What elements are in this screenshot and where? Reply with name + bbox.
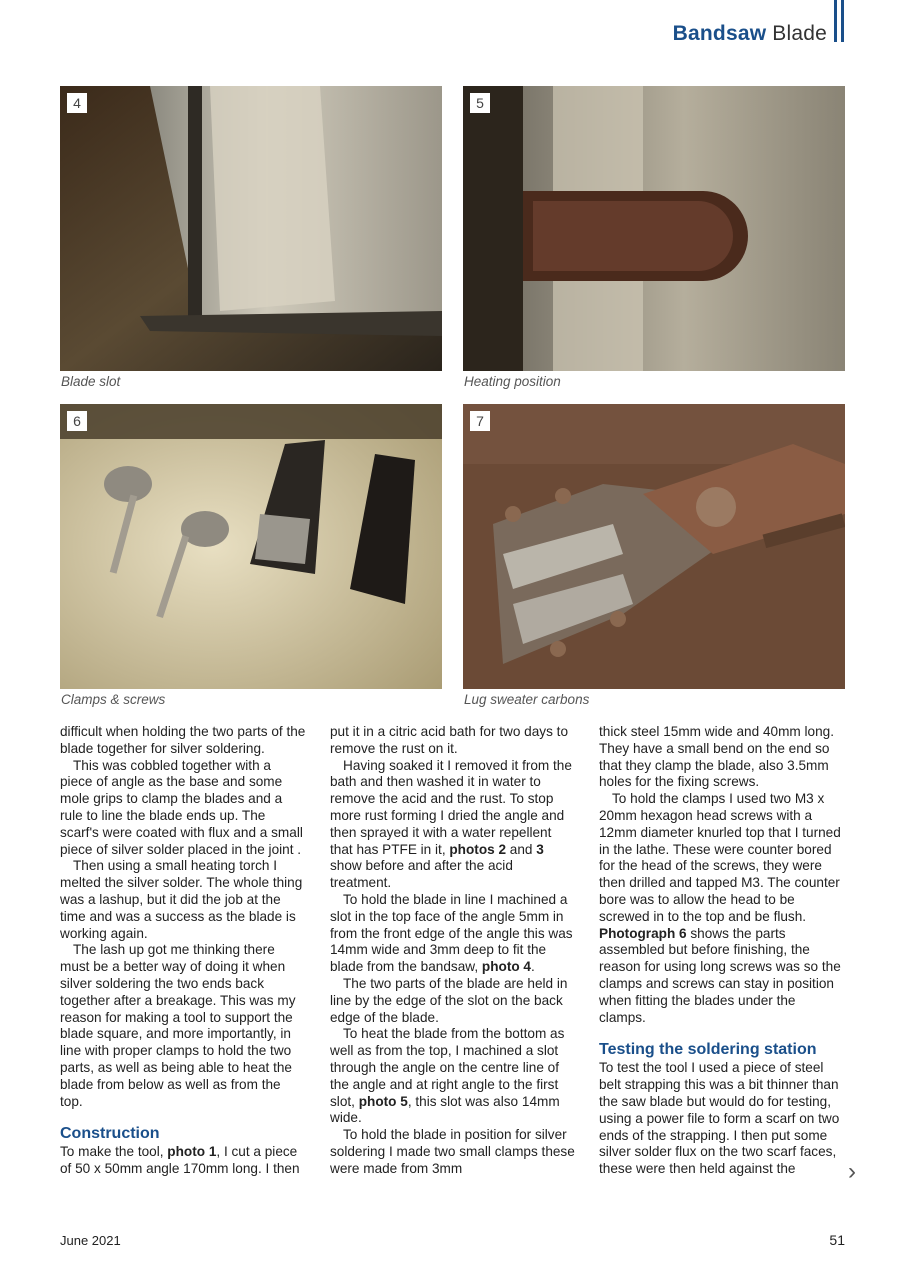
text-run: To heat the blade from the bottom as well as from the top, I machined a slot through the angle on the centre line of the angle and at right angle to the first slot, [330,1026,565,1109]
photo-7-image [463,404,845,689]
paragraph: To hold the blade in position for silver soldering I made two small clamps these were made from 3mm [330,1127,575,1176]
caption-photo-5: Heating position [464,374,561,389]
paragraph: The two parts of the blade are held in line by the edge of the slot on the back edge of the blade. [330,975,568,1025]
text-run: and [506,841,537,857]
photo-6-image [60,404,442,689]
running-header [673,22,827,46]
text-run: To hold the clamps I used two M3 x 20mm hexagon head screws with a 12mm diameter knurled top that I turned in the lathe. These were counter bored for the head of the screws, they were then drilled and tapped M3. The counter bore was to allow the head to be screwed in to the top and be flush. [599,791,841,924]
paragraph: To test the tool I used a piece of steel belt strapping this was a bit thinner than the saw blade but would do for testing, using a power file to form a scarf on two ends of the strapping. I then put some silver solder flux on the two scarf faces, these were then held against the [599,1060,840,1177]
photo-reference: Photograph 6 [599,925,687,941]
text-run: Having soaked it I removed it from the bath and then washed it in water to remove the acid and the rust. To stop more rust forming I dried the angle and then sprayed it with a water repellent that has PTFE in it, [330,757,572,857]
photo-number: 5 [470,93,490,113]
text-run: To make the tool, [60,1144,168,1160]
text-column-3 [599,724,845,1178]
photo-reference: photo 4 [481,959,531,975]
photo-number: 6 [67,411,87,431]
text-run: , I cut a piece of 50 x 50mm angle 170mm long. I then [60,1144,300,1177]
paragraph: thick steel 15mm wide and 40mm long. They have a small bend on the end so that they clamp the blade, also 3.5mm holes for the fixing screws. [599,724,834,790]
photo-reference: photos 2 [449,841,507,857]
paragraph [60,1144,306,1178]
page-number: 51 [829,1232,845,1248]
photo-reference: photo 1 [167,1144,217,1160]
section-heading-testing: Testing the soldering station [599,1041,817,1059]
photo-reference: photo 5 [358,1093,408,1109]
header-title-light: Blade [772,22,827,45]
photo-5-image [463,86,845,371]
continue-arrow-icon: › [848,1158,856,1185]
photo-heating-position [463,86,845,371]
text-run: . [531,959,535,975]
text-column-2 [330,724,576,1178]
paragraph: The lash up got me thinking there must be a better way of doing it when silver soldering the two ends back together after a breakage. This was my reason for making a tool to support the blade square, and more importantly, in line with proper clamps to hold the two parts, as well as being able to heat the blade from below as well as from the top. [60,942,296,1109]
header-bar-1 [834,0,837,42]
paragraph: This was cobbled together with a piece of angle as the base and some mole grips to clamp the blades and a rule to line the blade ends up. The scarf's were coated with flux and a small piece of silver solder placed in the joint . [60,757,303,857]
paragraph [330,758,576,892]
paragraph: difficult when holding the two parts of the blade together for silver soldering. [60,724,306,756]
paragraph: Then using a small heating torch I melted the silver solder. The whole thing was a lashup, but it did the job at the time and was a success as the blade is working again. [60,858,303,941]
text-run: To hold the blade in line I machined a slot in the top face of the angle 5mm in from the front edge of the angle this was 14mm wide and 3mm deep to fit the blade from the bandsaw, [330,891,573,975]
header-title-bold: Bandsaw [672,22,767,45]
photo-clamps-screws [60,404,442,689]
text-run: shows the parts assembled but before finishing, the reason for using long screws was so the clamps and screws can stay in position when fitting the blades under the clamps. [599,925,841,1025]
text-run: show before and after the acid treatment. [330,858,513,891]
caption-photo-7: Lug sweater carbons [464,692,590,707]
photo-lug-sweater-carbons [463,404,845,689]
paragraph [599,791,845,1026]
photo-reference: 3 [536,841,544,857]
photo-blade-slot [60,86,442,371]
caption-photo-6: Clamps & screws [61,692,166,707]
text-run: , this slot was also 14mm wide. [330,1093,560,1126]
photo-number: 7 [470,411,490,431]
section-heading-construction: Construction [60,1125,160,1143]
photo-4-image [60,86,442,371]
text-column-1 [60,724,306,1178]
paragraph [330,1026,576,1127]
photo-number: 4 [67,93,87,113]
paragraph: put it in a citric acid bath for two days to remove the rust on it. [330,724,569,756]
header-bar-2 [841,0,844,42]
paragraph [330,892,576,976]
caption-photo-4: Blade slot [61,374,121,389]
footer-date: June 2021 [60,1233,121,1248]
